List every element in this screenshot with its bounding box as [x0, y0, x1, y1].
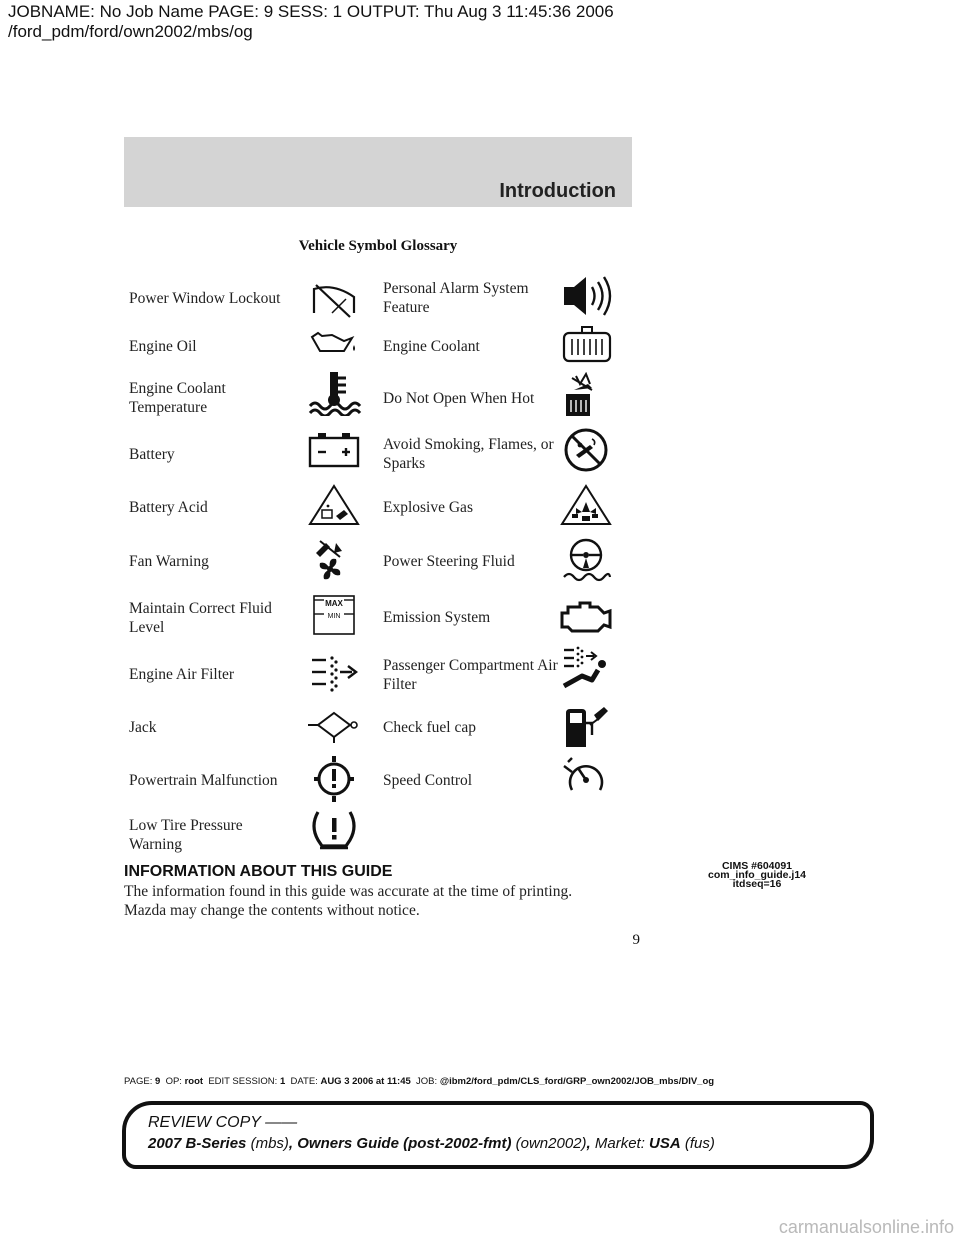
fluid-min-label: MIN: [327, 613, 341, 620]
review-market-label: Market:: [594, 1135, 645, 1152]
footer-page-label: PAGE:: [124, 1076, 153, 1087]
glossary-right-label-6: Emission System: [383, 609, 491, 626]
cabin-air-filter-icon: [558, 644, 614, 690]
job-header-line2: /ford_pdm/ford/own2002/mbs/og: [8, 22, 253, 41]
info-line-2: Mazda may change the contents without notice.: [124, 902, 420, 919]
glossary-left-label-7: Engine Air Filter: [129, 666, 235, 683]
glossary-left-label-2: Engine Coolant Temperature: [129, 380, 226, 416]
power-steering-icon: [558, 537, 614, 583]
emission-system-icon: [558, 593, 614, 639]
glossary-left-label-6: Maintain Correct Fluid Level: [129, 600, 272, 636]
glossary-left-label-4: Battery Acid: [129, 499, 208, 516]
explosive-gas-icon: [558, 482, 614, 528]
footer-op: root: [184, 1076, 204, 1087]
battery-acid-icon: [306, 482, 362, 528]
coolant-temperature-icon: [306, 370, 362, 416]
footer-op-label: OP:: [165, 1076, 182, 1087]
print-footer: [124, 1076, 714, 1087]
review-guide-code: (own2002): [515, 1135, 587, 1152]
glossary-right-label-7: Passenger Compartment Air Filter: [383, 657, 558, 693]
glossary-left-label-5: Fan Warning: [129, 553, 209, 570]
review-guide: Owners Guide (post-2002-fmt): [297, 1135, 512, 1152]
glossary-right-label-0: Personal Alarm System Feature: [383, 280, 529, 316]
glossary-left-label-3: Battery: [129, 446, 175, 463]
footer-date-label: DATE:: [290, 1076, 318, 1087]
low-tire-pressure-icon: [306, 806, 362, 852]
glossary-left-label-0: Power Window Lockout: [129, 290, 281, 307]
fluid-level-icon: [306, 592, 362, 638]
section-title: Introduction: [499, 180, 616, 202]
footer-page: 9: [154, 1076, 161, 1087]
glossary-right-label-3: Avoid Smoking, Flames, or Sparks: [383, 436, 554, 472]
engine-coolant-icon: [558, 323, 614, 369]
cims-stamp: [677, 862, 837, 889]
powertrain-malfunction-icon: [306, 756, 362, 802]
battery-icon: [306, 428, 362, 474]
glossary-right-label-5: Power Steering Fluid: [383, 553, 515, 570]
job-header: [8, 2, 614, 42]
cims-line-3: itdseq=16: [732, 878, 782, 890]
glossary-right-label-8: Check fuel cap: [383, 719, 476, 736]
watermark: carmanualsonline.info: [778, 1217, 954, 1237]
footer-session: 1: [279, 1076, 286, 1087]
glossary-title: Vehicle Symbol Glossary: [298, 238, 458, 254]
fan-warning-icon: [306, 537, 362, 583]
glossary-left-label-9: Powertrain Malfunction: [129, 772, 278, 789]
glossary-left-label-10: Low Tire Pressure Warning: [129, 817, 243, 853]
review-market: USA: [649, 1135, 681, 1152]
glossary-left-label-8: Jack: [129, 719, 157, 736]
footer-job-label: JOB:: [416, 1076, 438, 1087]
review-market-code: (fus): [684, 1135, 715, 1152]
power-window-lockout-icon: [306, 277, 362, 323]
cims-line-1: CIMS #604091: [721, 860, 793, 872]
page-number: 9: [632, 932, 640, 948]
footer-date: AUG 3 2006 at 11:45: [320, 1076, 411, 1087]
info-line-1: The information found in this guide was accurate at the time of printing.: [124, 883, 573, 900]
footer-session-label: EDIT SESSION:: [208, 1076, 278, 1087]
footer-job: @ibm2/ford_pdm/CLS_ford/GRP_own2002/JOB_mbs/DIV_og: [439, 1076, 715, 1087]
review-copy-details: 2007 B-Series (mbs), Owners Guide (post-2002-fmt) (own2002), Market: USA (fus): [148, 1135, 715, 1152]
fluid-max-label: MAX: [325, 599, 343, 608]
fuel-cap-icon: [558, 703, 614, 749]
engine-oil-icon: [306, 323, 362, 369]
job-header-line1: JOBNAME: No Job Name PAGE: 9 SESS: 1 OUTPUT: Thu Aug 3 11:45:36 2006: [8, 2, 614, 21]
jack-icon: [306, 703, 362, 749]
engine-air-filter-icon: [306, 650, 362, 696]
info-heading: INFORMATION ABOUT THIS GUIDE: [124, 863, 393, 880]
info-body: [124, 882, 644, 920]
glossary-right-label-4: Explosive Gas: [383, 499, 473, 516]
do-not-open-hot-icon: [558, 372, 614, 418]
review-model-code: (mbs): [250, 1135, 289, 1152]
alarm-speaker-icon: [558, 273, 614, 319]
speed-control-icon: [558, 756, 614, 802]
cims-line-2: com_info_guide.j14: [707, 869, 807, 881]
glossary-right-label-2: Do Not Open When Hot: [383, 390, 535, 407]
glossary-right-label-1: Engine Coolant: [383, 338, 480, 355]
glossary-left-label-1: Engine Oil: [129, 338, 197, 355]
glossary-right-label-9: Speed Control: [383, 772, 473, 789]
review-model: 2007 B-Series: [148, 1135, 247, 1152]
review-copy-box: [122, 1101, 874, 1169]
section-header-band: [124, 137, 632, 207]
review-copy-label: REVIEW COPY ——: [148, 1114, 298, 1131]
no-smoking-icon: [558, 427, 614, 473]
